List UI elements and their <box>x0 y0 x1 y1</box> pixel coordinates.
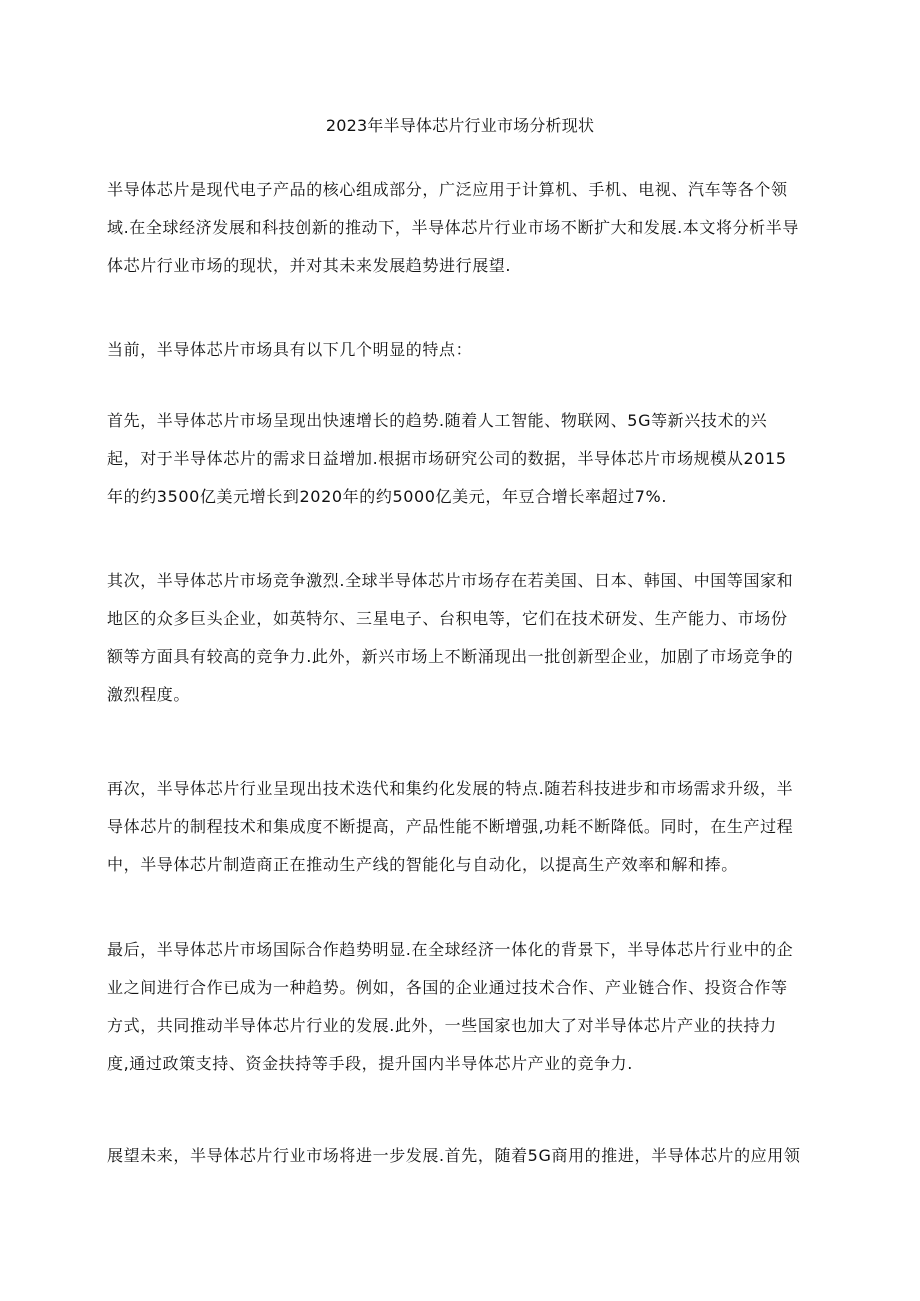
text-line: 首先，半导体芯片市场呈现出快速增长的趋势.随着人工智能、物联网、5G等新兴技术的兴 <box>107 411 768 430</box>
text-line: 半导体芯片是现代电子产品的核心组成部分，广泛应用于计算机、手机、电视、汽车等各个领 <box>107 180 788 199</box>
paragraph-first <box>107 402 817 516</box>
document-title: 2023年半导体芯片行业市场分析现状 <box>325 116 595 135</box>
text-line: 地区的众多巨头企业，如英特尔、三星电子、台积电等，它们在技术研发、生产能力、市场份 <box>107 609 788 628</box>
text-line: 额等方面具有较高的竞争力.此外，新兴市场上不断涌现出一批创新型企业，加剧了市场竞争的 <box>107 647 794 666</box>
text-line: 中，半导体芯片制造商正在推动生产线的智能化与自动化，以提高生产效率和解和捧。 <box>107 855 738 874</box>
paragraph-features-intro <box>107 331 817 369</box>
text-line: 度,通过政策支持、资金扶持等手段，提升国内半导体芯片产业的竞争力. <box>107 1054 633 1073</box>
text-line: 年的约3500亿美元增长到2020年的约5000亿美元，年豆合增长率超过7%. <box>107 487 668 506</box>
paragraph-second <box>107 562 817 714</box>
text-line: 域.在全球经济发展和科技创新的推动下，半导体芯片行业市场不断扩大和发展.本文将分析半导 <box>107 218 799 237</box>
text-line: 体芯片行业市场的现状，并对其未来发展趋势进行展望. <box>107 256 512 275</box>
paragraph-fourth <box>107 931 817 1083</box>
paragraph-intro <box>107 171 817 285</box>
text-line: 当前，半导体芯片市场具有以下几个明显的特点： <box>107 340 473 359</box>
text-line: 导体芯片的制程技术和集成度不断提高，产品性能不断增强,功耗不断降低。同时，在生产过程 <box>107 817 794 836</box>
text-line: 起，对于半导体芯片的需求日益增加.根据市场研究公司的数据，半导体芯片市场规模从2015 <box>107 449 787 468</box>
text-line: 最后，半导体芯片市场国际合作趋势明显.在全球经济一体化的背景下，半导体芯片行业中的企 <box>107 940 794 959</box>
text-line: 方式，共同推动半导体芯片行业的发展.此外，一些国家也加大了对半导体芯片产业的扶持力 <box>107 1016 777 1035</box>
paragraph-outlook <box>107 1137 817 1175</box>
text-line: 业之间进行合作已成为一种趋势。例如，各国的企业通过技术合作、产业链合作、投资合作等 <box>107 978 788 997</box>
text-line: 其次，半导体芯片市场竞争激烈.全球半导体芯片市场存在若美国、日本、韩国、中国等国家和 <box>107 571 794 590</box>
paragraph-third <box>107 770 817 884</box>
text-line: 再次，半导体芯片行业呈现出技术迭代和集约化发展的特点.随若科技进步和市场需求升级，半 <box>107 779 794 798</box>
text-line: 激烈程度。 <box>107 685 191 704</box>
text-line: 展望未来，半导体芯片行业市场将进一步发展.首先，随着5G商用的推进，半导体芯片的应用领 <box>107 1146 801 1165</box>
